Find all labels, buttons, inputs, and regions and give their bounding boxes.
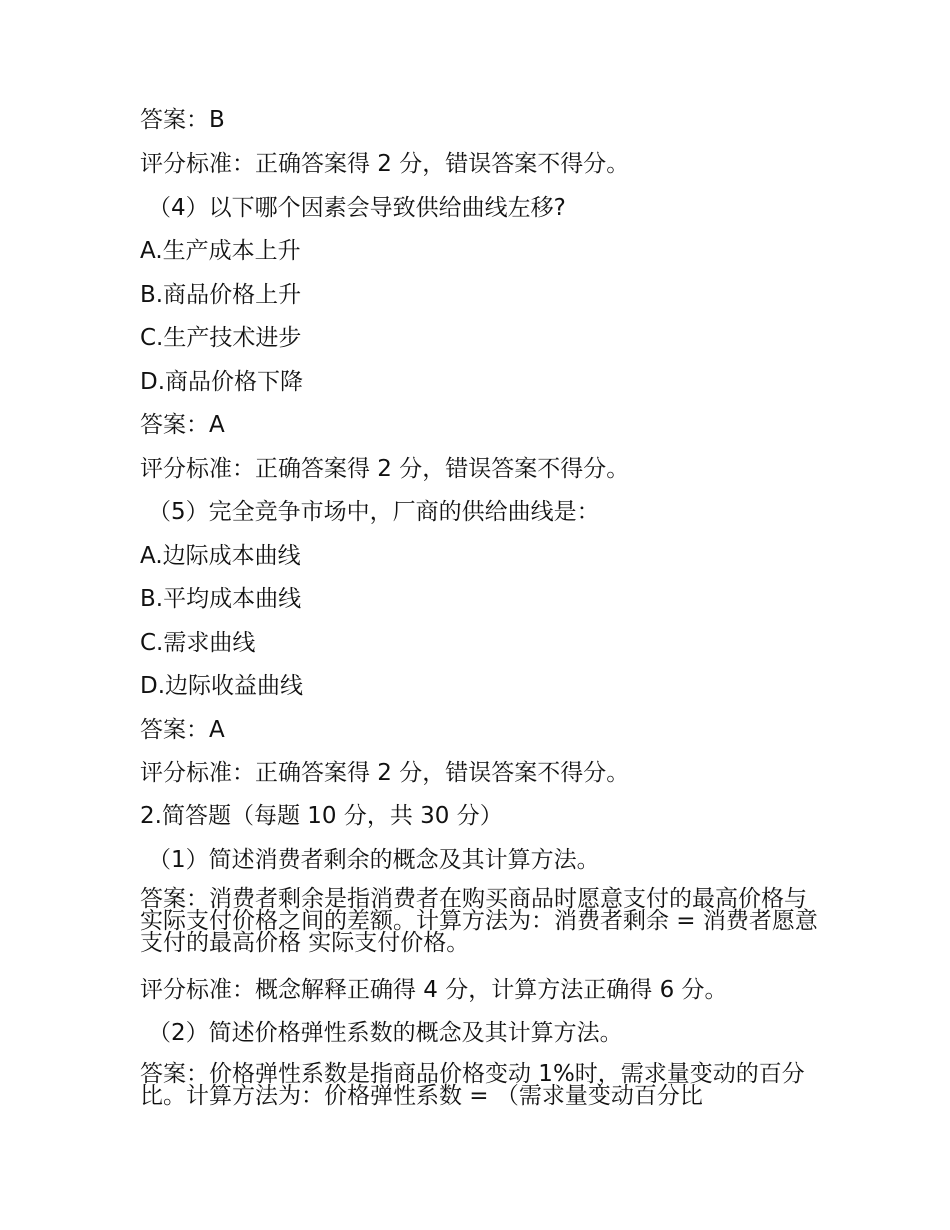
option-d: D.商品价格下降 xyxy=(140,369,304,395)
option-a: A.生产成本上升 xyxy=(140,238,301,264)
answer-paragraph: 答案：价格弹性系数是指商品价格变动 1%时，需求量变动的百分比。计算方法为：价格弹性系数 = （需求量变动百分比 xyxy=(140,1061,805,1109)
option-b: B.商品价格上升 xyxy=(140,282,302,308)
scoring-line: 评分标准：正确答案得 2 分，错误答案不得分。 xyxy=(140,151,630,177)
question-5: （5）完全竞争市场中，厂商的供给曲线是： xyxy=(148,499,600,525)
answer-line: 答案：B xyxy=(140,107,225,133)
scoring-line: 评分标准：概念解释正确得 4 分，计算方法正确得 6 分。 xyxy=(140,977,728,1003)
option-c: C.生产技术进步 xyxy=(140,325,302,351)
answer-line: 答案：A xyxy=(140,412,225,438)
option-a: A.边际成本曲线 xyxy=(140,543,301,569)
section-heading: 2.简答题（每题 10 分，共 30 分） xyxy=(140,803,503,829)
option-c: C.需求曲线 xyxy=(140,630,256,656)
answer-line: 答案：A xyxy=(140,717,225,743)
answer-paragraph: 答案：消费者剩余是指消费者在购买商品时愿意支付的最高价格与实际支付价格之间的差额。计算方法为：消费者剩余 = 消费者愿意支付的最高价格 实际支付价格。 xyxy=(140,886,818,956)
option-b: B.平均成本曲线 xyxy=(140,586,302,612)
question-4: （4）以下哪个因素会导致供给曲线左移? xyxy=(148,195,566,221)
scoring-line: 评分标准：正确答案得 2 分，错误答案不得分。 xyxy=(140,760,630,786)
option-d: D.边际收益曲线 xyxy=(140,673,304,699)
short-question-1: （1）简述消费者剩余的概念及其计算方法。 xyxy=(148,847,600,873)
short-question-2: （2）简述价格弹性系数的概念及其计算方法。 xyxy=(148,1020,623,1046)
scoring-line: 评分标准：正确答案得 2 分，错误答案不得分。 xyxy=(140,456,630,482)
